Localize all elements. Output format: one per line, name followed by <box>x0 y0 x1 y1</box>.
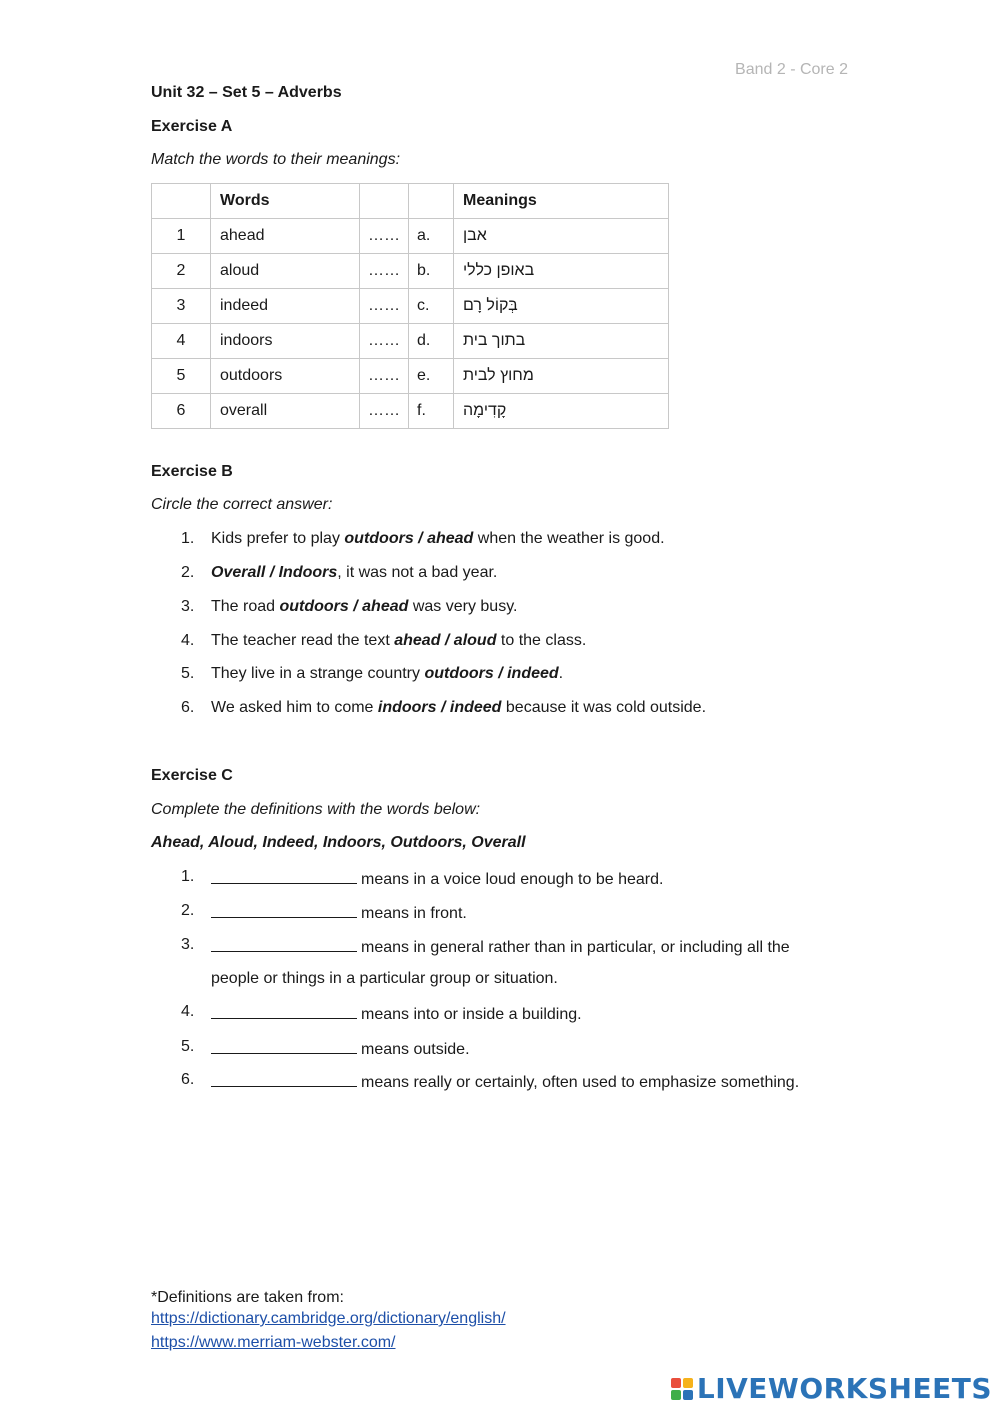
definition-text: means really or certainly, often used to emphasize something. <box>361 1074 800 1091</box>
meaning-cell: קָדִימָה <box>463 402 507 419</box>
row-number: 4 <box>152 324 211 359</box>
logo-text: LIVEWORKSHEETS <box>696 1372 992 1405</box>
sentence-text: Kids prefer to play <box>211 530 345 547</box>
fill-in-blank[interactable] <box>211 902 357 918</box>
answer-choice[interactable]: ahead / aloud <box>394 632 497 649</box>
col-header-meanings: Meanings <box>454 184 669 219</box>
meaning-letter: e. <box>409 359 454 394</box>
item-number: 3. <box>181 598 195 615</box>
word-bank: Ahead, Aloud, Indeed, Indoors, Outdoors, Overall <box>151 834 526 851</box>
sentence-text: . <box>558 665 564 682</box>
meaning-letter: f. <box>409 394 454 429</box>
fill-in-blank[interactable] <box>211 1038 357 1054</box>
item-number: 3. <box>181 936 195 953</box>
answer-blank[interactable]: …… <box>360 219 409 254</box>
sentence-text: We asked him to come <box>211 699 378 716</box>
answer-choice[interactable]: indoors / indeed <box>377 699 502 716</box>
exercise-b-heading: Exercise B <box>151 463 233 480</box>
exercise-a-heading: Exercise A <box>151 118 233 135</box>
exercise-c-heading: Exercise C <box>151 767 233 784</box>
logo-grid-icon <box>671 1378 693 1400</box>
definition-text: means in general rather than in particular, or including all the <box>361 939 790 956</box>
definition-text-continued: people or things in a particular group or situation. <box>211 970 558 987</box>
fill-in-blank[interactable] <box>211 1003 357 1019</box>
item-number: 1. <box>181 530 195 547</box>
col-header-words: Words <box>211 184 360 219</box>
page-title: Unit 32 – Set 5 – Adverbs <box>151 84 342 101</box>
sentence-text: when the weather is good. <box>473 530 665 547</box>
item-number: 5. <box>181 1038 195 1055</box>
word-cell: indeed <box>211 289 360 324</box>
cambridge-link[interactable]: https://dictionary.cambridge.org/dictionary/english/ <box>151 1310 506 1327</box>
fill-in-blank[interactable] <box>211 868 357 884</box>
exercise-c-instruction: Complete the definitions with the words below: <box>151 801 481 818</box>
definition-text: means in a voice loud enough to be heard. <box>361 871 664 888</box>
fill-in-blank[interactable] <box>211 936 357 952</box>
band-label: Band 2 - Core 2 <box>735 61 848 78</box>
row-number: 5 <box>152 359 211 394</box>
meaning-letter: a. <box>409 219 454 254</box>
sentence-text: They live in a strange country <box>211 665 425 682</box>
table-row <box>152 359 669 394</box>
answer-blank[interactable]: …… <box>360 289 409 324</box>
item-number: 5. <box>181 665 195 682</box>
liveworksheets-logo[interactable] <box>671 1372 992 1405</box>
item-number: 4. <box>181 632 195 649</box>
definition-text: means in front. <box>361 905 467 922</box>
table-row <box>152 324 669 359</box>
fill-in-blank[interactable] <box>211 1071 357 1087</box>
answer-blank[interactable]: …… <box>360 324 409 359</box>
row-number: 6 <box>152 394 211 429</box>
table-row <box>152 219 669 254</box>
word-cell: outdoors <box>211 359 360 394</box>
answer-blank[interactable]: …… <box>360 254 409 289</box>
exercise-b-instruction: Circle the correct answer: <box>151 496 333 513</box>
answer-choice[interactable]: outdoors / indeed <box>424 665 559 682</box>
answer-blank[interactable]: …… <box>360 359 409 394</box>
definition-text: means into or inside a building. <box>361 1006 582 1023</box>
meaning-letter: d. <box>409 324 454 359</box>
row-number: 1 <box>152 219 211 254</box>
meaning-letter: b. <box>409 254 454 289</box>
word-cell: aloud <box>211 254 360 289</box>
meaning-cell: מחוץ לבית <box>463 367 534 384</box>
table-row <box>152 394 669 429</box>
definitions-source-note: *Definitions are taken from: <box>151 1289 344 1306</box>
answer-choice[interactable]: Overall / Indoors <box>211 564 338 581</box>
sentence-text: to the class. <box>496 632 587 649</box>
word-cell: ahead <box>211 219 360 254</box>
item-number: 1. <box>181 868 195 885</box>
table-row <box>152 254 669 289</box>
meaning-cell: בתוך בית <box>463 332 526 349</box>
row-number: 3 <box>152 289 211 324</box>
meaning-letter: c. <box>409 289 454 324</box>
row-number: 2 <box>152 254 211 289</box>
sentence-text: The road <box>211 598 280 615</box>
answer-choice[interactable]: outdoors / ahead <box>344 530 474 547</box>
meaning-cell: אבן <box>463 227 487 244</box>
word-cell: overall <box>211 394 360 429</box>
sentence-text: was very busy. <box>408 598 518 615</box>
answer-choice[interactable]: outdoors / ahead <box>279 598 409 615</box>
item-number: 2. <box>181 902 195 919</box>
sentence-text: The teacher read the text <box>211 632 395 649</box>
matching-table <box>151 183 669 429</box>
definition-text: means outside. <box>361 1041 470 1058</box>
exercise-a-instruction: Match the words to their meanings: <box>151 151 401 168</box>
table-header-row <box>152 184 669 219</box>
sentence-text: , it was not a bad year. <box>337 564 498 581</box>
item-number: 2. <box>181 564 195 581</box>
meaning-cell: באופן כללי <box>463 262 535 279</box>
answer-blank[interactable]: …… <box>360 394 409 429</box>
word-cell: indoors <box>211 324 360 359</box>
table-row <box>152 289 669 324</box>
merriam-webster-link[interactable]: https://www.merriam-webster.com/ <box>151 1334 396 1351</box>
item-number: 4. <box>181 1003 195 1020</box>
sentence-text: because it was cold outside. <box>501 699 707 716</box>
item-number: 6. <box>181 1071 195 1088</box>
meaning-cell: בְּקוֹל רָם <box>463 297 518 314</box>
item-number: 6. <box>181 699 195 716</box>
